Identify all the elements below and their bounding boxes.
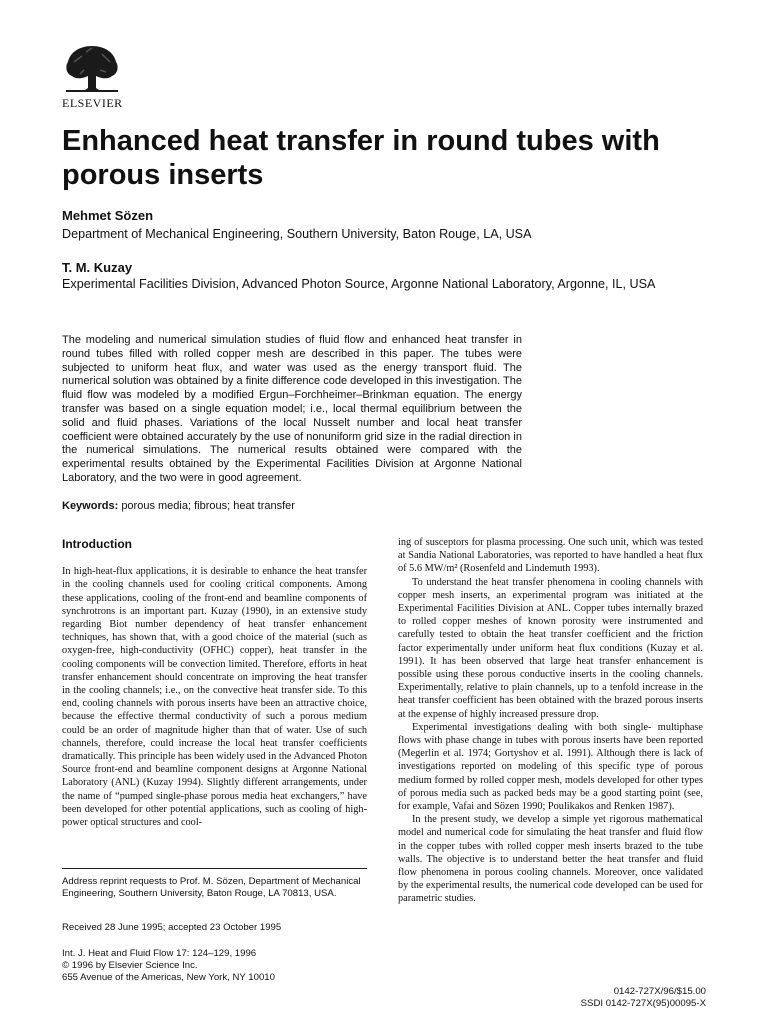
copyright: © 1996 by Elsevier Science Inc.	[62, 960, 198, 971]
elsevier-tree-icon	[62, 42, 122, 94]
publisher-address: 655 Avenue of the Americas, New York, NY 10010	[62, 972, 275, 983]
left-column	[62, 536, 367, 829]
reprint-address: Address reprint requests to Prof. M. Sözen, Department of Mechanical Engineering, Southern University, Baton Rouge, LA 70813, USA.	[62, 876, 361, 899]
issn-info	[581, 986, 706, 1010]
footnote-divider	[62, 868, 367, 869]
body-paragraph: To understand the heat transfer phenomena in cooling channels with copper mesh inserts, an experimental program was initiated at the Experimental Facilities Division at ANL. Copper tubes internally brazed to rolled copper meshes of known porosity were instrumented and carefully tested to obtain the heat transfer coefficient and the friction factor experimentally under uniform heat flux conditions (Kuzay et al. 1991). It has been observed that large heat transfer enhancement is possible using these porous conductive inserts in the cooling channels. Experimentally, relative to plain channels, up to a tenfold increase in the heat transfer coefficient has been obtained with the brazed porous inserts at the expense of highly increased pressure drop.	[398, 576, 703, 720]
journal-citation: Int. J. Heat and Fluid Flow 17: 124–129, 1996	[62, 948, 257, 959]
body-paragraph: In high-heat-flux applications, it is desirable to enhance the heat transfer in the cooling channels used for cooling critical components. Among these applications, cooling of the front-end and beamline components of synchrotrons is an important part. Kuzay (1990), in an extensive study regarding Biot number dependency of heat transfer enhancement techniques, has shown that, with a good choice of the material (such as oxygen-free, high-conductivity (OFHC) copper), heat transfer in the cooling components will be convection limited. Therefore, efforts in heat transfer enhancement should concentrate on improving the heat transfer in the cooling channels; i.e., on the convective heat transfer side. To this end, cooling channels with porous inserts have been an attractive choice, because the effective thermal conductivity of such a porous medium could be an order of magnitude higher than that of water. Use of such channels, therefore, could increase the local heat transfer coefficients dramatically. This principle has been widely used in the Advanced Photon Source front-end and beamline component designs at Argonne National Laboratory (ANL) (Kuzay 1994). Slightly different arrangements, under the name of “pumped single-phase porous media heat exchangers,” have been developed for other potential applications, such as cooling of high-power optical structures and cool-	[62, 566, 367, 829]
abstract: The modeling and numerical simulation studies of fluid flow and enhanced heat transfer in round tubes filled with rolled copper mesh are described in this paper. The tubes were subjected to uniform heat flux, and water was used as the energy transport fluid. The numerical solution was obtained by a finite difference code developed in this investigation. The fluid flow was modeled by a modified Ergun–Forchheimer–Brinkman equation. The energy transfer was based on a single equation model; i.e., local thermal equilibrium between the solid and fluid phases. Variations of the local Nusselt number and local heat transfer coefficient were obtained accurately by the use of nonuniform grid size in the radial direction in the numerical simulations. The numerical results obtained were compared with the experimental results obtained by the Experimental Facilities Division at Argonne National Laboratory, and the two were in good agreement.	[62, 334, 522, 484]
ssdi: SSDI 0142-727X(95)00095-X	[580, 998, 706, 1009]
received-date: Received 28 June 1995; accepted 23 October 1995	[62, 922, 282, 933]
keywords	[62, 500, 295, 512]
publisher-name: ELSEVIER	[62, 96, 123, 110]
author-name: T. M. Kuzay	[62, 260, 133, 275]
right-column	[398, 536, 703, 906]
publisher-logo	[62, 42, 128, 111]
paper-title: Enhanced heat transfer in round tubes with porous inserts	[62, 125, 660, 191]
keywords-text: porous media; fibrous; heat transfer	[121, 500, 295, 512]
author-affiliation: Experimental Facilities Division, Advanced Photon Source, Argonne National Laboratory, Argonne, IL, USA	[62, 277, 656, 291]
body-paragraph: In the present study, we develop a simple yet rigorous mathematical model and numerical code for simulating the heat transfer and fluid flow in the copper tubes with rolled copper mesh inserts brazed to the tube walls. The objective is to understand better the heat transfer and fluid flow phenomena in porous cooling channels. Moreover, once validated by the experimental results, the numerical code developed can be used for parametric studies.	[398, 814, 703, 905]
body-paragraph: Experimental investigations dealing with both single- multiphase flows with phase change in tubes with porous inserts have been reported (Megerlin et al. 1974; Gortyshov et al. 1991). Although there is lack of investigations reported on modeling of this specific type of porous medium formed by rolled copper mesh, models developed for other types of porous media such as packed beds may be a good starting point (see, for example, Vafai and Sözen 1990; Poulikakos and Renken 1987).	[398, 721, 703, 813]
body-paragraph: ing of susceptors for plasma processing. One such unit, which was tested at Sandia National Laboratories, was reported to have handled a heat flux of 5.6 MW/m² (Rosenfeld and Lindemuth 1993).	[398, 537, 703, 575]
issn: 0142-727X/96/$15.00	[613, 986, 706, 997]
author-affiliation: Department of Mechanical Engineering, Southern University, Baton Rouge, LA, USA	[62, 227, 532, 241]
keywords-label: Keywords:	[62, 500, 119, 512]
section-heading: Introduction	[62, 537, 132, 551]
author-name: Mehmet Sözen	[62, 208, 154, 223]
journal-info	[62, 948, 372, 984]
